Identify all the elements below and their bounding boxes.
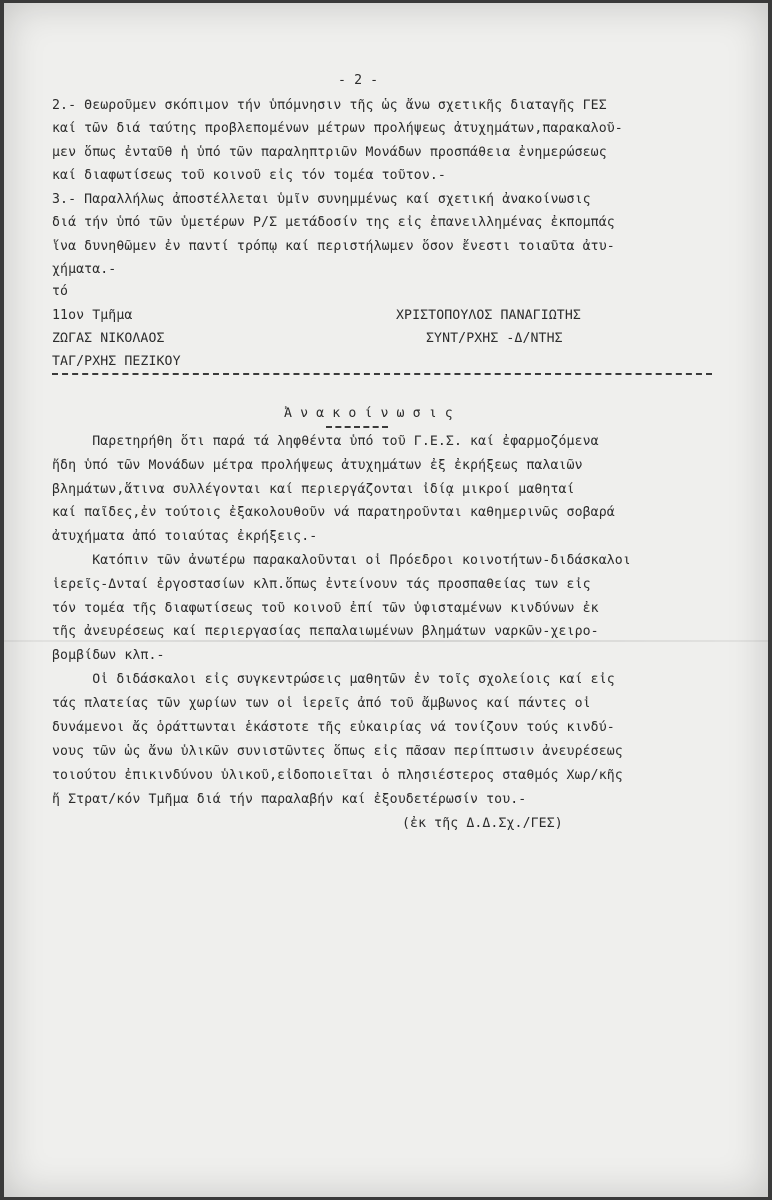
- paragraph-line: 3.- Παραλλήλως ἀποστέλλεται ὑμῖν συνημμένως καί σχετική ἀνακοίνωσις: [52, 192, 591, 207]
- paragraph-line: καί διαφωτίσεως τοῦ κοινοῦ εἰς τόν τομέα τοῦτον.-: [52, 168, 446, 183]
- source-note: (ἐκ τῆς Δ.Δ.Σχ./ΓΕΣ): [402, 816, 563, 831]
- paper-fold: [4, 640, 768, 642]
- recipient-name: ΖΩΓΑΣ ΝΙΚΟΛΑΟΣ: [52, 331, 165, 346]
- announcement-line: τῆς ἀνευρέσεως καί περιεργασίας πεπαλαιωμένων βλημάτων ναρκῶν-χειρο-: [52, 624, 599, 639]
- announcement-line: δυνάμενοι ἄς ὁράττωνται ἑκάστοτε τῆς εὐκαιρίας νά τονίζουν τούς κινδύ-: [52, 720, 615, 735]
- announcement-line: νους τῶν ὡς ἄνω ὑλικῶν συνιστῶντες ὅπως εἰς πᾶσαν περίπτωσιν ἀνευρέσεως: [52, 744, 623, 759]
- signatory-title: ΣΥΝΤ/ΡΧΗΣ -Δ/ΝΤΗΣ: [426, 331, 563, 346]
- announcement-line: Κατόπιν τῶν ἀνωτέρω παρακαλοῦνται οἱ Πρόεδροι κοινοτήτων-διδάσκαλοι: [52, 553, 631, 568]
- announcement-line: τάς πλατείας τῶν χωρίων των οἱ ἱερεῖς ἀπό τοῦ ἄμβωνος καί πάντες οἱ: [52, 696, 591, 711]
- announcement-line: ἤδη ὑπό τῶν Μονάδων μέτρα προλήψεως ἀτυχημάτων ἐξ ἐκρήξεως παλαιῶν: [52, 458, 583, 473]
- paragraph-line: ἵνα δυνηθῶμεν ἐν παντί τρόπῳ καί περιστήλωμεν ὅσον ἔνεστι τοιαῦτα ἀτυ-: [52, 239, 615, 254]
- recipient-rank: ΤΑΓ/ΡΧΗΣ ΠΕΖΙΚΟΥ: [52, 354, 181, 369]
- announcement-line: ἤ Στρατ/κόν Τμῆμα διά τήν παραλαβήν καί ἐξουδετέρωσίν του.-: [52, 792, 527, 807]
- announcement-heading: Ἀ ν α κ ο ί ν ω σ ι ς: [284, 406, 453, 421]
- announcement-line: βλημάτων,ἅτινα συλλέγονται καί περιεργάζονται ἰδίᾳ μικροί μαθηταί: [52, 482, 575, 497]
- separator-line: [52, 373, 712, 375]
- paragraph-line: 2.- Θεωροῦμεν σκόπιμον τήν ὑπόμνησιν τῆς ὡς ἄνω σχετικῆς διαταγῆς ΓΕΣ: [52, 98, 607, 113]
- page-number: - 2 -: [338, 73, 379, 88]
- announcement-line: ἀτυχήματα ἀπό τοιαύτας ἐκρήξεις.-: [52, 529, 318, 544]
- announcement-line: βομβίδων κλπ.-: [52, 648, 165, 663]
- announcement-line: τόν τομέα τῆς διαφωτίσεως τοῦ κοινοῦ ἐπί τῶν ὑφισταμένων κινδύνων ἐκ: [52, 601, 599, 616]
- paragraph-line: μεν ὅπως ἐνταῦθ ἡ ὑπό τῶν παραληπτριῶν Μονάδων προσπάθεια ἐνημερώσεως: [52, 145, 607, 160]
- paragraph-line: χήματα.-: [52, 262, 117, 277]
- signatory-name: ΧΡΙΣΤΟΠΟΥΛΟΣ ΠΑΝΑΓΙΩΤΗΣ: [396, 308, 581, 323]
- announcement-line: καί παῖδες,ἐν τούτοις ἐξακολουθοῦν νά παρατηροῦνται καθημερινῶς σοβαρά: [52, 505, 615, 520]
- announcement-line: Οἱ διδάσκαλοι εἰς συγκεντρώσεις μαθητῶν ἐν τοῖς σχολείοις καί εἰς: [52, 672, 615, 687]
- heading-underline: [326, 426, 388, 428]
- announcement-line: Παρετηρήθη ὅτι παρά τά ληφθέντα ὑπό τοῦ Γ.Ε.Σ. καί ἐφαρμοζόμενα: [52, 434, 599, 449]
- paragraph-line: διά τήν ὑπό τῶν ὑμετέρων Ρ/Σ μετάδοσίν της εἰς ἐπανειλλημένας ἐκπομπάς: [52, 215, 615, 230]
- recipient-to-label: τό: [52, 284, 69, 299]
- announcement-line: τοιούτου ἐπικινδύνου ὑλικοῦ,εἰδοποιεῖται ὁ πλησιέστερος σταθμός Χωρ/κῆς: [52, 768, 623, 783]
- recipient-unit: 11ον Τμῆμα: [52, 308, 133, 323]
- paragraph-line: καί τῶν διά ταύτης προβλεπομένων μέτρων προλήψεως ἀτυχημάτων,παρακαλοῦ-: [52, 121, 623, 136]
- announcement-line: ἱερεῖς-Δνταί ἐργοστασίων κλπ.ὅπως ἐντείνουν τάς προσπαθείας των εἰς: [52, 577, 591, 592]
